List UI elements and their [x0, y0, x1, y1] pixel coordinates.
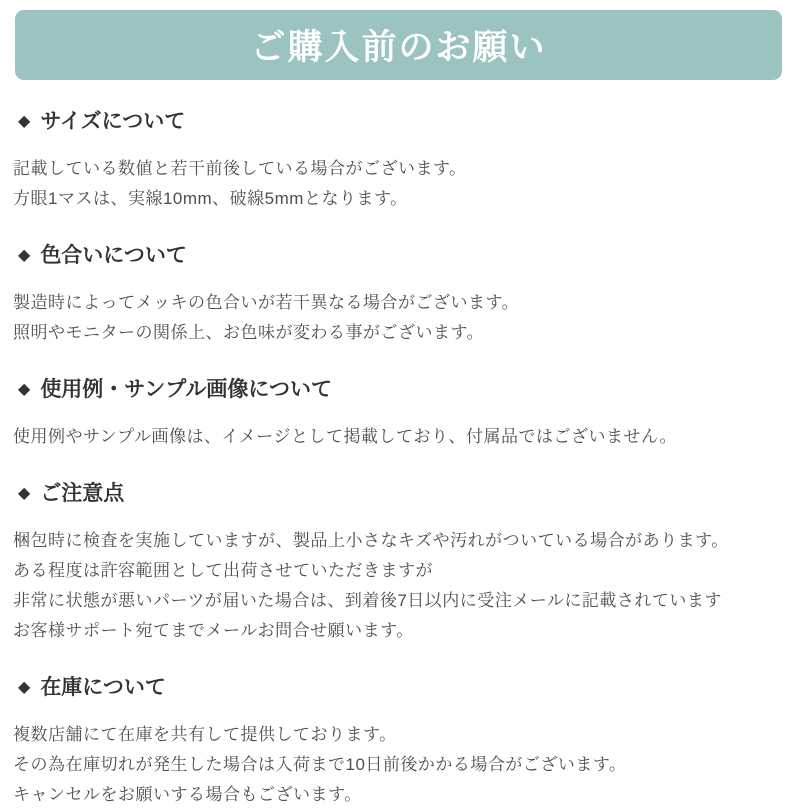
section-heading [18, 675, 800, 701]
notice-line: 使用例やサンプル画像は、イメージとして掲載しており、付属品ではございません。 [13, 427, 677, 446]
notice-banner [15, 10, 782, 80]
diamond-icon: ◆ [18, 247, 31, 264]
section-size [0, 109, 800, 214]
notice-line: その為在庫切れが発生した場合は入荷まで10日前後かかる場合がございます。 [13, 755, 627, 774]
section-heading [18, 109, 800, 135]
section-heading-text: サイズについて [40, 110, 186, 133]
diamond-icon: ◆ [18, 679, 31, 696]
notice-line: キャンセルをお願いする場合もございます。 [13, 785, 362, 804]
notice-line: 記載している数値と若干前後している場合がございます。 [13, 159, 467, 178]
purchase-notice-page [0, 10, 800, 810]
diamond-icon: ◆ [18, 381, 31, 398]
notice-line: 非常に状態が悪いパーツが届いた場合は、到着後7日以内に受注メールに記載されています [13, 591, 722, 610]
section-color [0, 243, 800, 348]
section-heading-text: 在庫について [40, 676, 166, 699]
notice-line: 梱包時に検査を実施していますが、製品上小さなキズや汚れがついている場合があります。 [13, 531, 729, 550]
notice-line: お客様サポート宛てまでメールお問合せ願います。 [13, 621, 414, 640]
section-heading-text: 色合いについて [40, 244, 187, 267]
section-heading [18, 243, 800, 269]
section-heading-text: 使用例・サンプル画像について [40, 378, 333, 401]
section-body [13, 526, 780, 646]
notice-line: 製造時によってメッキの色合いが若干異なる場合がございます。 [13, 293, 520, 312]
section-heading [18, 377, 800, 403]
diamond-icon: ◆ [18, 113, 31, 130]
diamond-icon: ◆ [18, 485, 31, 502]
section-sample-images [0, 377, 800, 452]
notice-line: ある程度は許容範囲として出荷させていただきますが [13, 561, 433, 580]
section-body [13, 720, 780, 810]
notice-banner-title: ご購入前のお願い [250, 28, 547, 67]
section-body [13, 422, 780, 452]
section-body [13, 154, 780, 214]
section-body [13, 288, 780, 348]
section-heading-text: ご注意点 [40, 482, 125, 505]
section-heading [18, 481, 800, 507]
section-stock [0, 675, 800, 810]
notice-line: 方眼1マスは、実線10mm、破線5mmとなります。 [13, 189, 408, 208]
notice-line: 複数店舗にて在庫を共有して提供しております。 [13, 725, 397, 744]
section-cautions [0, 481, 800, 646]
notice-line: 照明やモニターの関係上、お色味が変わる事がございます。 [13, 323, 485, 342]
